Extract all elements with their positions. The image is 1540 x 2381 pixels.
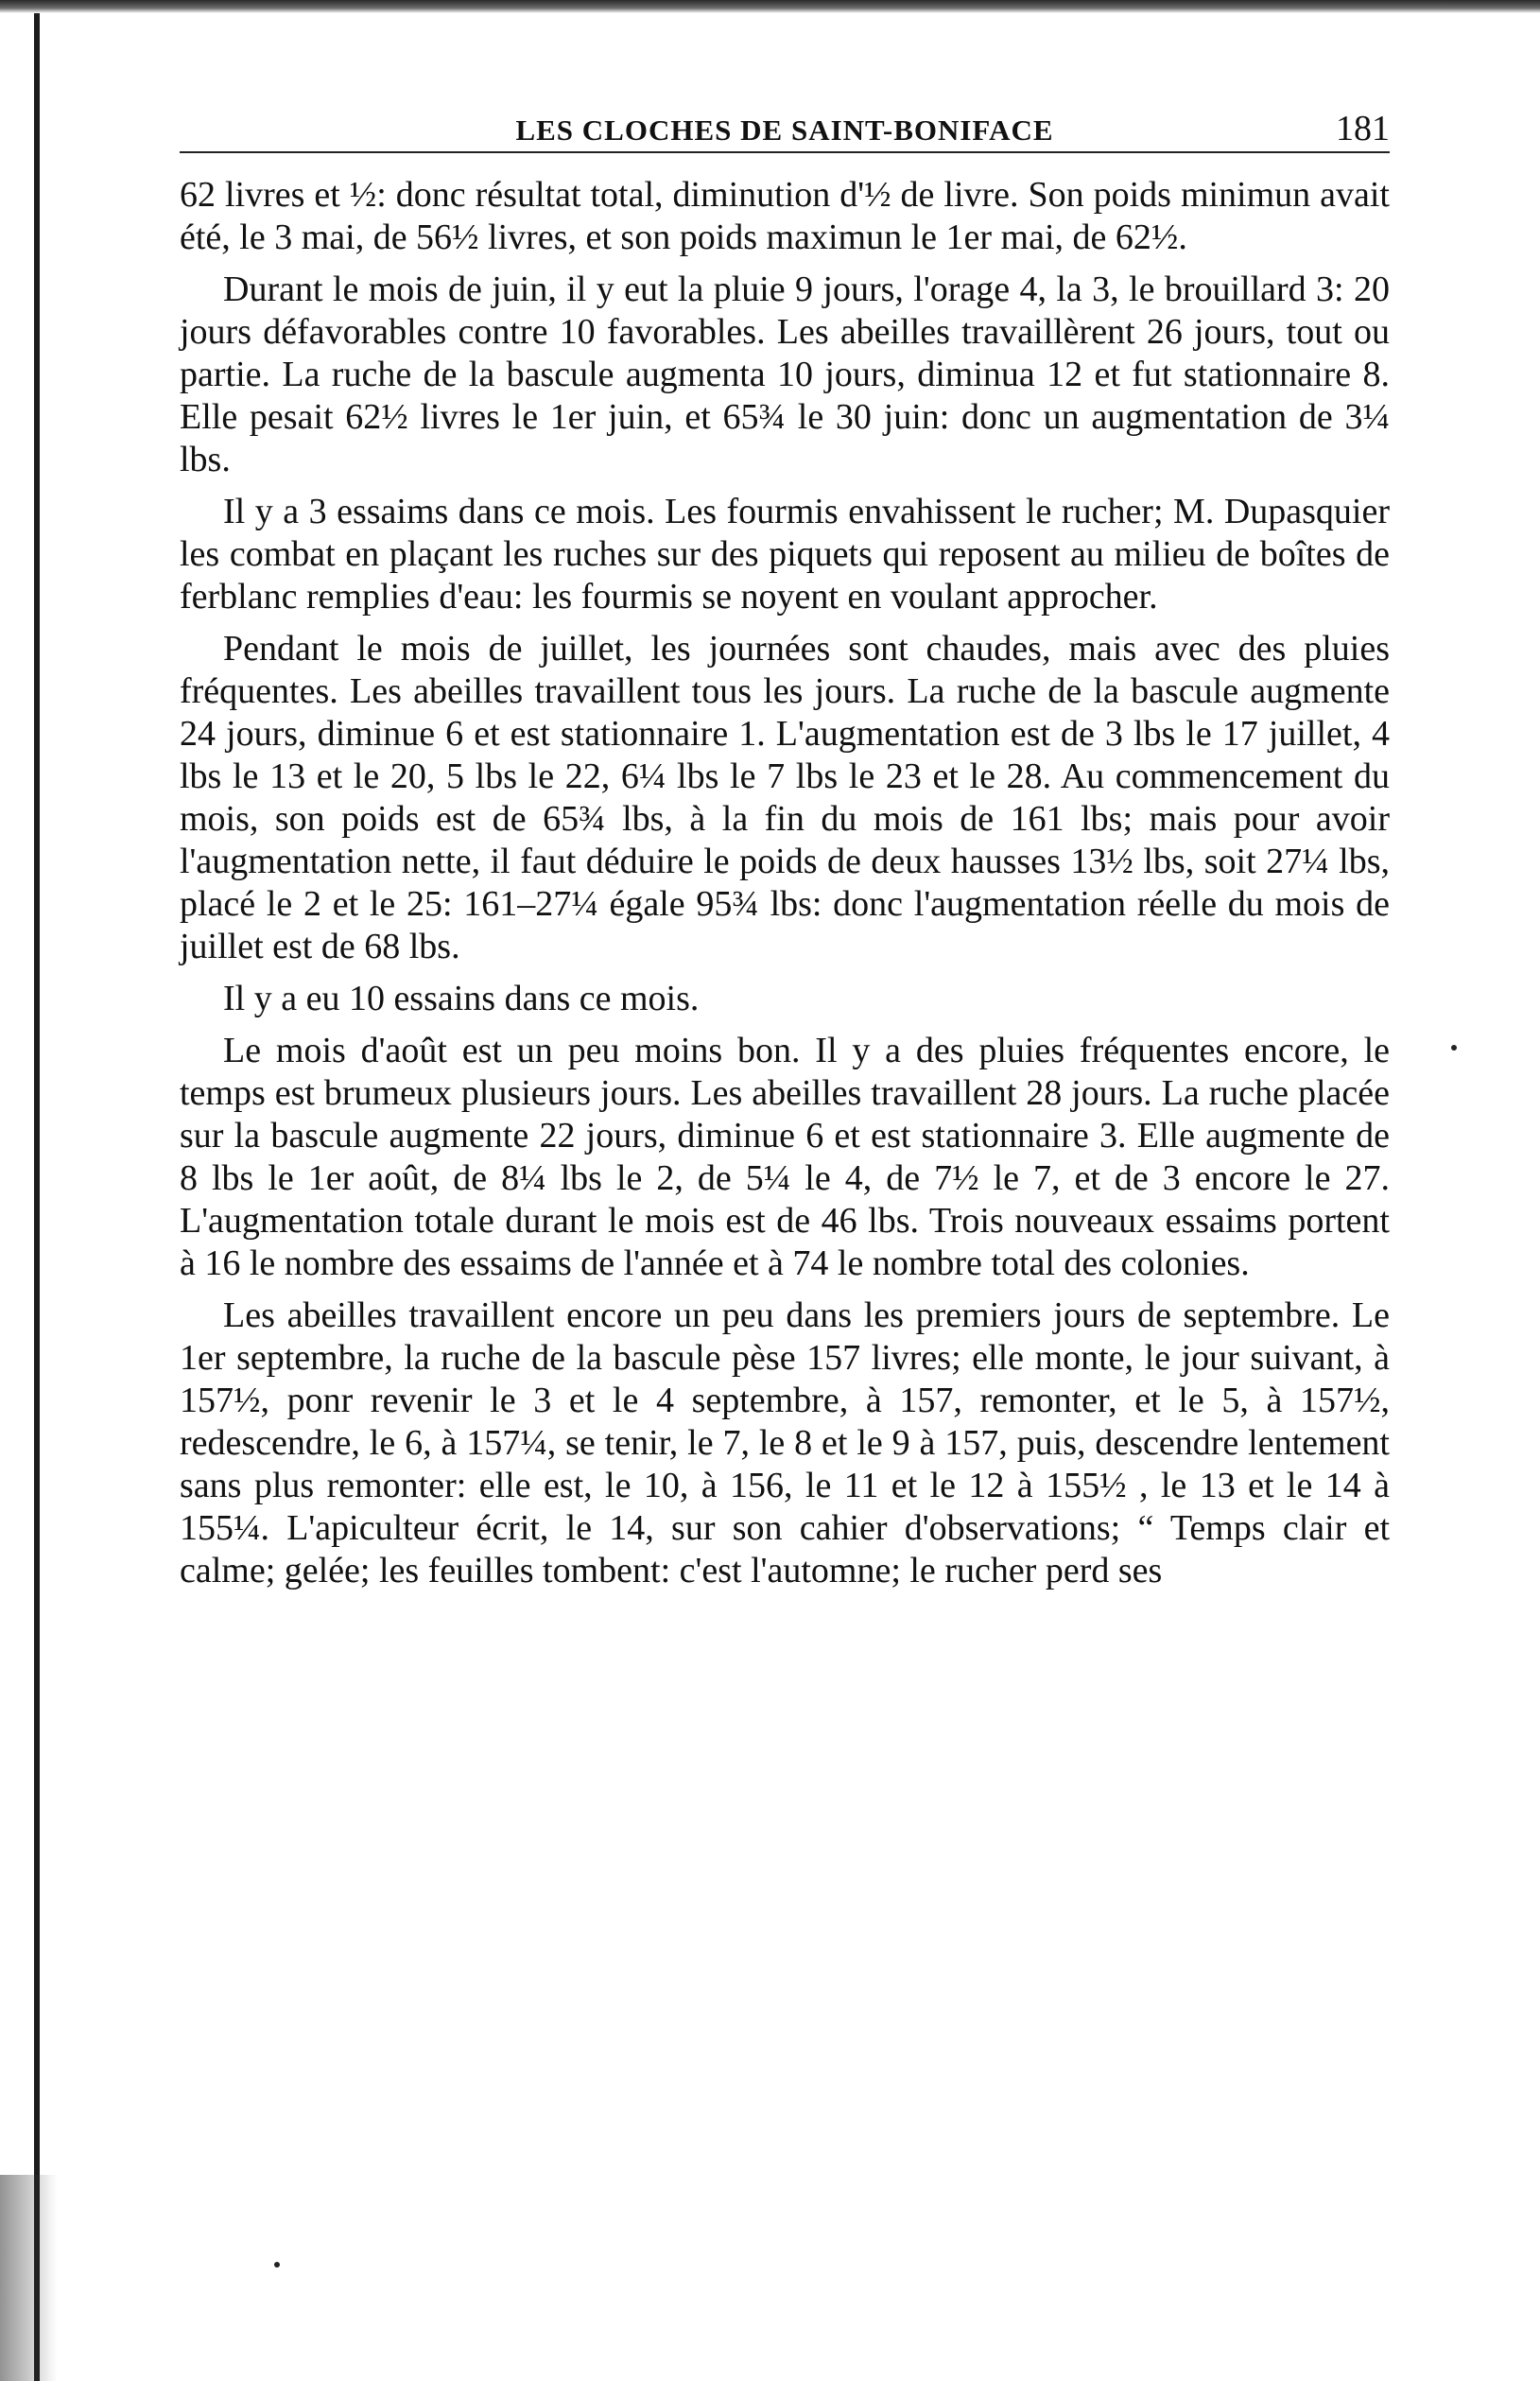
- stray-mark: [274, 2262, 280, 2268]
- paragraph: Le mois d'août est un peu moins bon. Il y a des pluies fréquentes encore, le temps est brumeux plusieurs jours. Les abeilles travaillent 28 jours. La ruche placée sur la bascule augmente 22 jours, diminue 6 et est stationnaire 3. Elle augmente de 8 lbs le 1er août, de 8¼ lbs le 2, de 5¼ le 4, de 7½ le 7, et de 3 encore le 27. L'augmentation totale durant le mois est de 46 lbs. Trois nouveaux essaims portent à 16 le nombre des essaims de l'année et à 74 le nombre total des colonies.: [180, 1031, 1390, 1283]
- scan-binding-edge: [34, 13, 40, 2381]
- scan-top-edge: [0, 0, 1540, 13]
- page-number: 181: [1336, 109, 1390, 148]
- scan-corner-shadow: [0, 2175, 57, 2381]
- paragraph: Les abeilles travaillent encore un peu dans les premiers jours de septembre. Le 1er septembre, la ruche de la bascule pèse 157 livres; elle monte, le jour suivant, à 157½, ponr revenir le 3 et le 4 septembre, à 157, remonter, et le 5, à 157½, redescendre, le 6, à 157¼, se tenir, le 7, le 8 et le 9 à 157, puis, descendre lentement sans plus remonter: elle est, le 10, à 156, le 11 et le 12 à 155½ , le 13 et le 14 à 155¼. L'apiculteur écrit, le 14, sur son cahier d'observations; “ Temps clair et calme; gelée; les feuilles tombent: c'est l'automne; le rucher perd ses: [180, 1295, 1390, 1590]
- paragraph: 62 livres et ½: donc résultat total, diminution d'½ de livre. Son poids minimun avait été, le 3 mai, de 56½ livres, et son poids maximun le 1er mai, de 62½.: [180, 175, 1390, 257]
- paragraph: Il y a eu 10 essains dans ce mois.: [223, 979, 700, 1018]
- book-page: [180, 104, 1390, 1602]
- running-head: [180, 104, 1390, 153]
- paragraph: Pendant le mois de juillet, les journées sont chaudes, mais avec des pluies fréquentes. Les abeilles travaillent tous les jours. La ruche de la bascule augmente 24 jours, diminue 6 et est stationnaire 1. L'augmentation est de 3 lbs le 17 juillet, 4 lbs le 13 et le 20, 5 lbs le 22, 6¼ lbs le 7 lbs le 23 et le 28. Au commencement du mois, son poids est de 65¾ lbs, à la fin du mois de 161 lbs; mais pour avoir l'augmentation nette, il faut déduire le poids de deux hausses 13½ lbs, soit 27¼ lbs, placé le 2 et le 25: 161–27¼ égale 95¾ lbs: donc l'augmentation réelle du mois de juillet est de 68 lbs.: [180, 629, 1390, 966]
- body-text: [180, 174, 1390, 1592]
- paragraph: Il y a 3 essaims dans ce mois. Les fourmis envahissent le rucher; M. Dupasquier les combat en plaçant les ruches sur des piquets qui reposent au milieu de boîtes de ferblanc remplies d'eau: les fourmis se noyent en voulant approcher.: [180, 492, 1390, 617]
- paragraph: Durant le mois de juin, il y eut la pluie 9 jours, l'orage 4, la 3, le brouillard 3: 20 jours défavorables contre 10 favorables. Les abeilles travaillèrent 26 jours, tout ou partie. La ruche de la bascule augmenta 10 jours, diminua 12 et fut stationnaire 8. Elle pesait 62½ livres le 1er juin, et 65¾ le 30 juin: donc un augmentation de 3¼ lbs.: [180, 269, 1390, 479]
- stray-mark: [1451, 1045, 1457, 1051]
- running-title: LES CLOCHES DE SAINT-BONIFACE: [515, 113, 1054, 147]
